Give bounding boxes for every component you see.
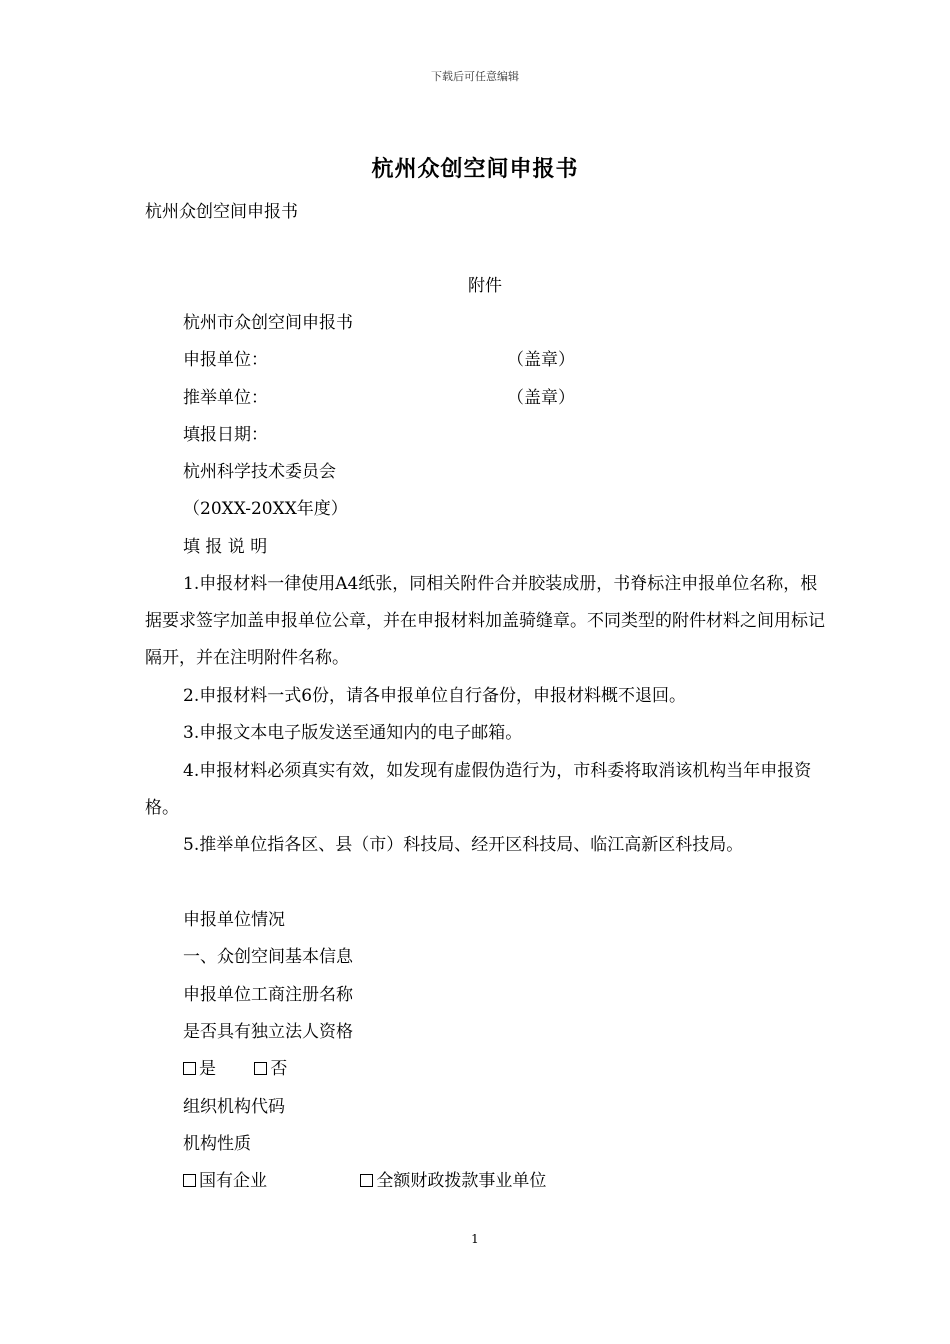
header-note: 下载后可任意编辑 [431, 70, 519, 83]
option-no[interactable] [254, 1051, 287, 1088]
instruction-item-2: 2.申报材料一式6份，请各申报单位自行备份，申报材料概不退回。 [183, 686, 687, 706]
attachment-label: 附件 [468, 276, 502, 296]
org-nature-label: 机构性质 [183, 1134, 251, 1154]
checkbox-icon [183, 1062, 196, 1075]
instructions-heading: 填 报 说 明 [183, 537, 268, 557]
legal-person-label: 是否具有独立法人资格 [183, 1022, 353, 1042]
instruction-item-3: 3.申报文本电子版发送至通知内的电子邮箱。 [183, 723, 523, 743]
document-body [145, 0, 825, 1344]
org-code-label: 组织机构代码 [183, 1097, 285, 1117]
section-subheading: 一、众创空间基本信息 [183, 947, 353, 967]
instruction-item-5: 5.推举单位指各区、县（市）科技局、经开区科技局、临江高新区科技局。 [183, 835, 744, 855]
legal-person-options [183, 1051, 287, 1088]
option-label: 是 [199, 1059, 216, 1079]
checkbox-icon [183, 1174, 196, 1187]
option-yes[interactable] [183, 1051, 249, 1088]
instruction-item-4: 4.申报材料必须真实有效，如发现有虚假伪造行为，市科委将取消该机构当年申报资格。 [145, 761, 812, 818]
option-label: 全额财政拨款事业单位 [376, 1171, 547, 1191]
issuer: 杭州科学技术委员会 [183, 462, 336, 482]
applicant-label: 申报单位： [183, 350, 268, 370]
checkbox-icon [360, 1174, 373, 1187]
org-nature-options [183, 1163, 546, 1200]
date-label: 填报日期： [183, 425, 268, 445]
section-heading: 申报单位情况 [183, 910, 285, 930]
recommender-seal: （盖章） [507, 388, 575, 408]
option-label: 国有企业 [199, 1171, 267, 1191]
checkbox-icon [254, 1062, 267, 1075]
year-range: （20XX-20XX年度） [183, 499, 348, 519]
recommender-label: 推举单位： [183, 388, 268, 408]
option-state-owned[interactable] [183, 1163, 355, 1200]
applicant-seal: （盖章） [507, 350, 575, 370]
registered-name-label: 申报单位工商注册名称 [183, 985, 353, 1005]
page-number: 1 [471, 1232, 479, 1246]
option-label: 否 [270, 1059, 288, 1079]
document-title: 杭州众创空间申报书 [371, 156, 579, 182]
document-subtitle: 杭州众创空间申报书 [145, 202, 298, 222]
option-public-institution[interactable] [360, 1163, 546, 1200]
cover-heading: 杭州市众创空间申报书 [183, 313, 353, 333]
instruction-item-1: 1.申报材料一律使用A4纸张，同相关附件合并胶装成册，书脊标注申报单位名称，根据要求签字加盖申报单位公章，并在申报材料加盖骑缝章。不同类型的附件材料之间用标记隔开，并在注明附件名称。 [145, 574, 825, 668]
